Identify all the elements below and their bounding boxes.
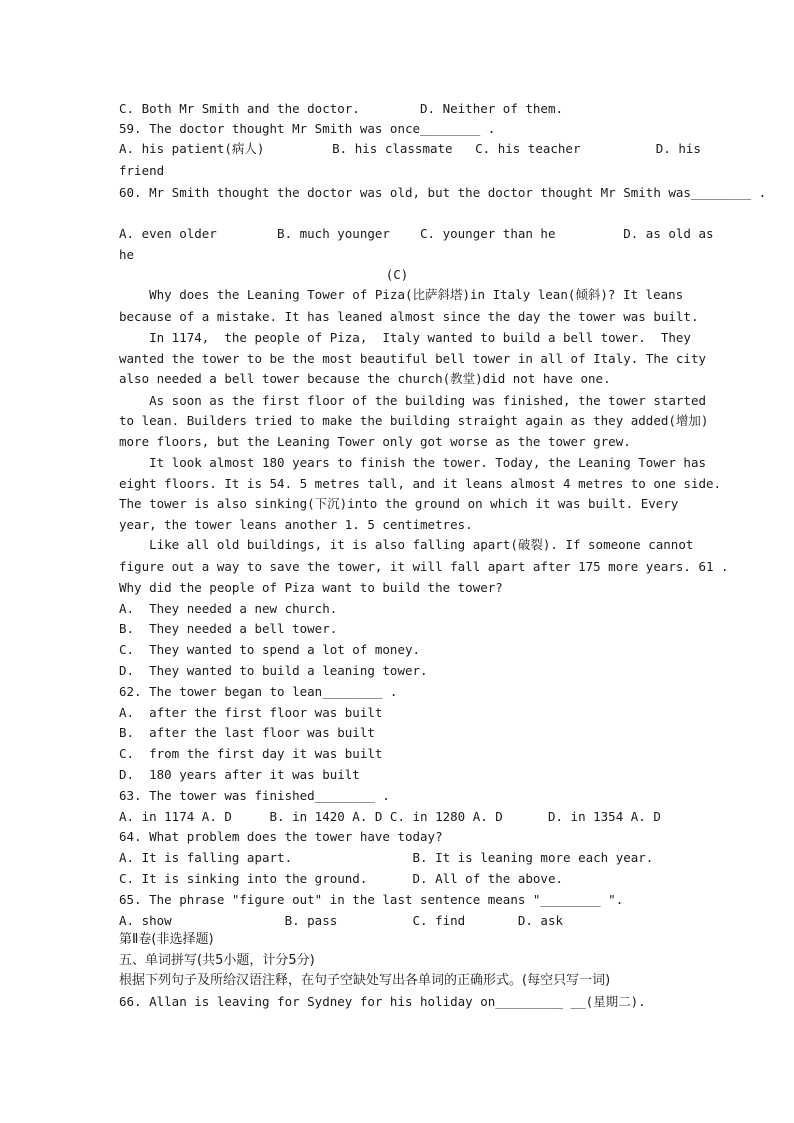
q63-options: A. in 1174 A. D B. in 1420 A. D C. in 1280 A. D D. in 1354 A. D: [119, 809, 661, 824]
passage-line: to lean. Builders tried to make the building straight again as they added(增加): [119, 413, 709, 428]
q62-option-c: C. from the first day it was built: [119, 746, 383, 761]
q61-stem: Why did the people of Piza want to build the tower?: [119, 580, 503, 595]
q62-option-b: B. after the last floor was built: [119, 725, 375, 740]
passage-line: wanted the tower to be the most beautiful bell tower in all of Italy. The city: [119, 351, 706, 366]
q60-stem: 60. Mr Smith thought the doctor was old, but the doctor thought Mr Smith was________ .: [119, 185, 767, 200]
passage-line: In 1174, the people of Piza, Italy wanted to build a bell tower. They: [119, 330, 691, 345]
q66-stem: 66. Allan is leaving for Sydney for his holiday on_________ __(星期二).: [119, 994, 646, 1009]
passage-line: also needed a bell tower because the church(教堂)did not have one.: [119, 371, 611, 386]
passage-line: eight floors. It is 54. 5 metres tall, and it leans almost 4 metres to one side.: [119, 476, 722, 491]
passage-line: more floors, but the Leaning Tower only got worse as the tower grew.: [119, 434, 631, 449]
q59-options: A. his patient(病人) B. his classmate C. his teacher D. his: [119, 141, 701, 156]
q59-options-wrap: friend: [119, 163, 165, 178]
part-five-instructions: 根据下列句子及所给汉语注释，在句子空缺处写出各单词的正确形式。(每空只写一词): [119, 973, 611, 988]
q63-stem: 63. The tower was finished________ .: [119, 788, 390, 803]
q61-option-d: D. They wanted to build a leaning tower.: [119, 663, 428, 678]
passage-line: It look almost 180 years to finish the tower. Today, the Leaning Tower has: [119, 455, 706, 470]
q65-options: A. show B. pass C. find D. ask: [119, 913, 564, 928]
passage-line: figure out a way to save the tower, it will fall apart after 175 more years. 61 .: [119, 559, 729, 574]
passage-line: year, the tower leans another 1. 5 centimetres.: [119, 517, 473, 532]
passage-line: because of a mistake. It has leaned almost since the day the tower was built.: [119, 309, 699, 324]
passage-line: Why does the Leaning Tower of Piza(比萨斜塔)in Italy lean(倾斜)? It leans: [119, 287, 684, 302]
q61-option-a: A. They needed a new church.: [119, 601, 338, 616]
passage-c-heading: (C): [385, 267, 409, 282]
section-ii-title: 第Ⅱ卷(非选择题): [119, 932, 214, 947]
q59-stem: 59. The doctor thought Mr Smith was once________ .: [119, 121, 496, 136]
q62-stem: 62. The tower began to lean________ .: [119, 684, 398, 699]
q64-options-cd: C. It is sinking into the ground. D. All of the above.: [119, 871, 564, 886]
q61-option-b: B. They needed a bell tower.: [119, 621, 338, 636]
q64-stem: 64. What problem does the tower have today?: [119, 829, 443, 844]
q65-stem: 65. The phrase "figure out" in the last sentence means "________ ".: [119, 892, 624, 907]
q62-option-a: A. after the first floor was built: [119, 705, 383, 720]
q60-options-wrap: he: [119, 247, 135, 262]
passage-line: Like all old buildings, it is also falling apart(破裂). If someone cannot: [119, 537, 694, 552]
q58-options-cd: C. Both Mr Smith and the doctor. D. Neither of them.: [119, 101, 564, 116]
part-five-title: 五、单词拼写(共5小题，计分5分): [119, 953, 315, 968]
q60-options: A. even older B. much younger C. younger than he D. as old as: [119, 226, 714, 241]
q64-options-ab: A. It is falling apart. B. It is leaning more each year.: [119, 850, 654, 865]
passage-line: The tower is also sinking(下沉)into the ground on which it was built. Every: [119, 496, 679, 511]
passage-line: As soon as the first floor of the building was finished, the tower started: [119, 393, 706, 408]
q61-option-c: C. They wanted to spend a lot of money.: [119, 642, 421, 657]
q62-option-d: D. 180 years after it was built: [119, 767, 360, 782]
